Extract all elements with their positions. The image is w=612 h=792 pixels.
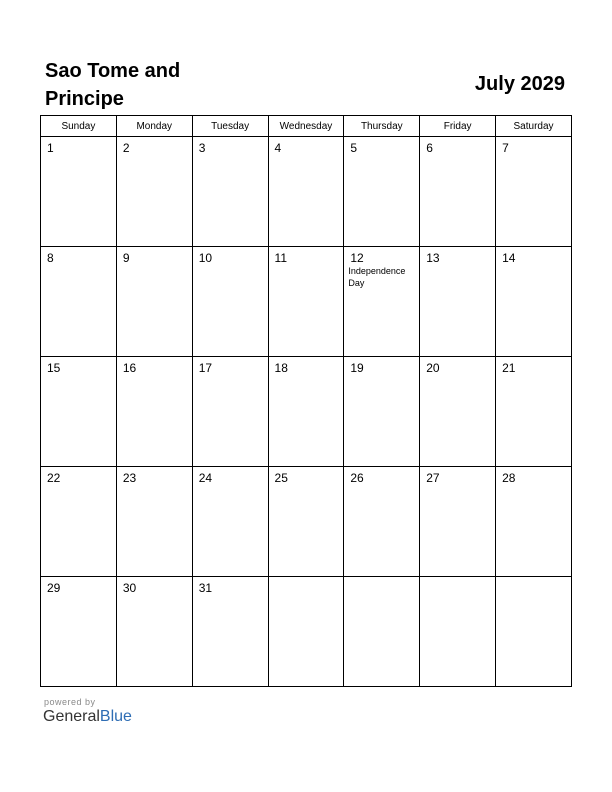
calendar-day-cell [192, 467, 268, 577]
calendar-week-row [41, 357, 572, 467]
weekday-tuesday: Tuesday [192, 116, 268, 137]
day-number: 25 [274, 471, 288, 485]
calendar-day-cell [41, 357, 117, 467]
holiday-label: Independence Day [348, 266, 406, 288]
day-number: 11 [274, 251, 287, 265]
day-number: 16 [122, 361, 137, 375]
day-number: 22 [47, 471, 61, 485]
calendar-day-cell [192, 357, 268, 467]
day-number: 8 [47, 251, 54, 265]
day-number: 20 [426, 361, 440, 375]
calendar-day-cell [268, 137, 344, 247]
calendar-week-row [41, 247, 572, 357]
day-number: 18 [274, 361, 288, 375]
calendar-day-cell [116, 467, 192, 577]
calendar-day-cell [420, 247, 496, 357]
day-number: 23 [122, 471, 137, 485]
day-number: 4 [274, 141, 282, 155]
day-number [496, 577, 571, 581]
calendar-week-row [41, 467, 572, 577]
calendar-day-cell [192, 577, 268, 687]
calendar-body [41, 137, 572, 687]
calendar-day-cell [420, 577, 496, 687]
powered-by-text: powered by [44, 697, 96, 707]
day-number: 9 [122, 251, 130, 265]
calendar-day-cell [41, 247, 117, 357]
weekday-monday: Monday [116, 116, 192, 137]
weekday-thursday: Thursday [344, 116, 420, 137]
calendar-day-cell [41, 577, 117, 687]
country-title: Sao Tome and Principe [45, 60, 181, 110]
calendar-day-cell [116, 247, 192, 357]
calendar-day-cell [344, 577, 420, 687]
calendar-day-cell [116, 357, 192, 467]
day-number: 1 [47, 141, 54, 155]
logo-blue-text: Blue [99, 708, 132, 725]
calendar-day-cell [268, 357, 344, 467]
month-year-title: July 2029 [474, 73, 565, 95]
calendar-day-cell [420, 357, 496, 467]
weekday-saturday: Saturday [496, 116, 572, 137]
logo-general-text: General [43, 708, 100, 725]
day-number: 29 [47, 581, 61, 595]
day-number: 13 [426, 251, 440, 265]
generalblue-logo [43, 708, 132, 726]
day-number: 15 [47, 361, 61, 375]
day-number: 30 [122, 581, 137, 595]
calendar-day-cell [192, 247, 268, 357]
calendar-day-cell [420, 467, 496, 577]
day-number: 21 [502, 361, 516, 375]
weekday-wednesday: Wednesday [268, 116, 344, 137]
calendar-day-cell [496, 357, 572, 467]
weekday-friday: Friday [420, 116, 496, 137]
day-number: 12 [350, 251, 364, 265]
day-number [420, 577, 495, 581]
weekday-sunday: Sunday [41, 116, 117, 137]
calendar-day-cell [268, 247, 344, 357]
day-number: 5 [350, 141, 358, 155]
day-number: 6 [426, 141, 433, 155]
calendar-day-cell [192, 137, 268, 247]
day-number: 3 [198, 141, 206, 155]
day-number: 17 [198, 361, 213, 375]
calendar-day-cell [268, 467, 344, 577]
calendar-day-cell [41, 137, 117, 247]
day-number [269, 577, 344, 581]
calendar-day-cell [344, 467, 420, 577]
calendar-day-cell [268, 577, 344, 687]
calendar-week-row [41, 137, 572, 247]
calendar-day-cell [496, 247, 572, 357]
calendar-day-cell [344, 137, 420, 247]
calendar-day-cell [420, 137, 496, 247]
day-number: 14 [502, 251, 516, 265]
day-number: 28 [502, 471, 516, 485]
calendar-day-cell [344, 247, 420, 357]
calendar-day-cell [496, 577, 572, 687]
day-number: 19 [350, 361, 364, 375]
day-number: 24 [198, 471, 213, 485]
calendar-grid [40, 115, 572, 687]
weekday-header-row [41, 116, 572, 137]
day-number [344, 577, 419, 581]
day-number: 7 [502, 141, 509, 155]
day-number: 2 [122, 141, 130, 155]
calendar-day-cell [116, 577, 192, 687]
day-number: 27 [426, 471, 440, 485]
calendar-day-cell [116, 137, 192, 247]
calendar-week-row [41, 577, 572, 687]
calendar-day-cell [41, 467, 117, 577]
calendar-day-cell [496, 467, 572, 577]
day-number: 10 [198, 251, 213, 265]
day-number: 31 [198, 581, 213, 595]
calendar-day-cell [344, 357, 420, 467]
calendar-day-cell [496, 137, 572, 247]
day-number: 26 [350, 471, 364, 485]
